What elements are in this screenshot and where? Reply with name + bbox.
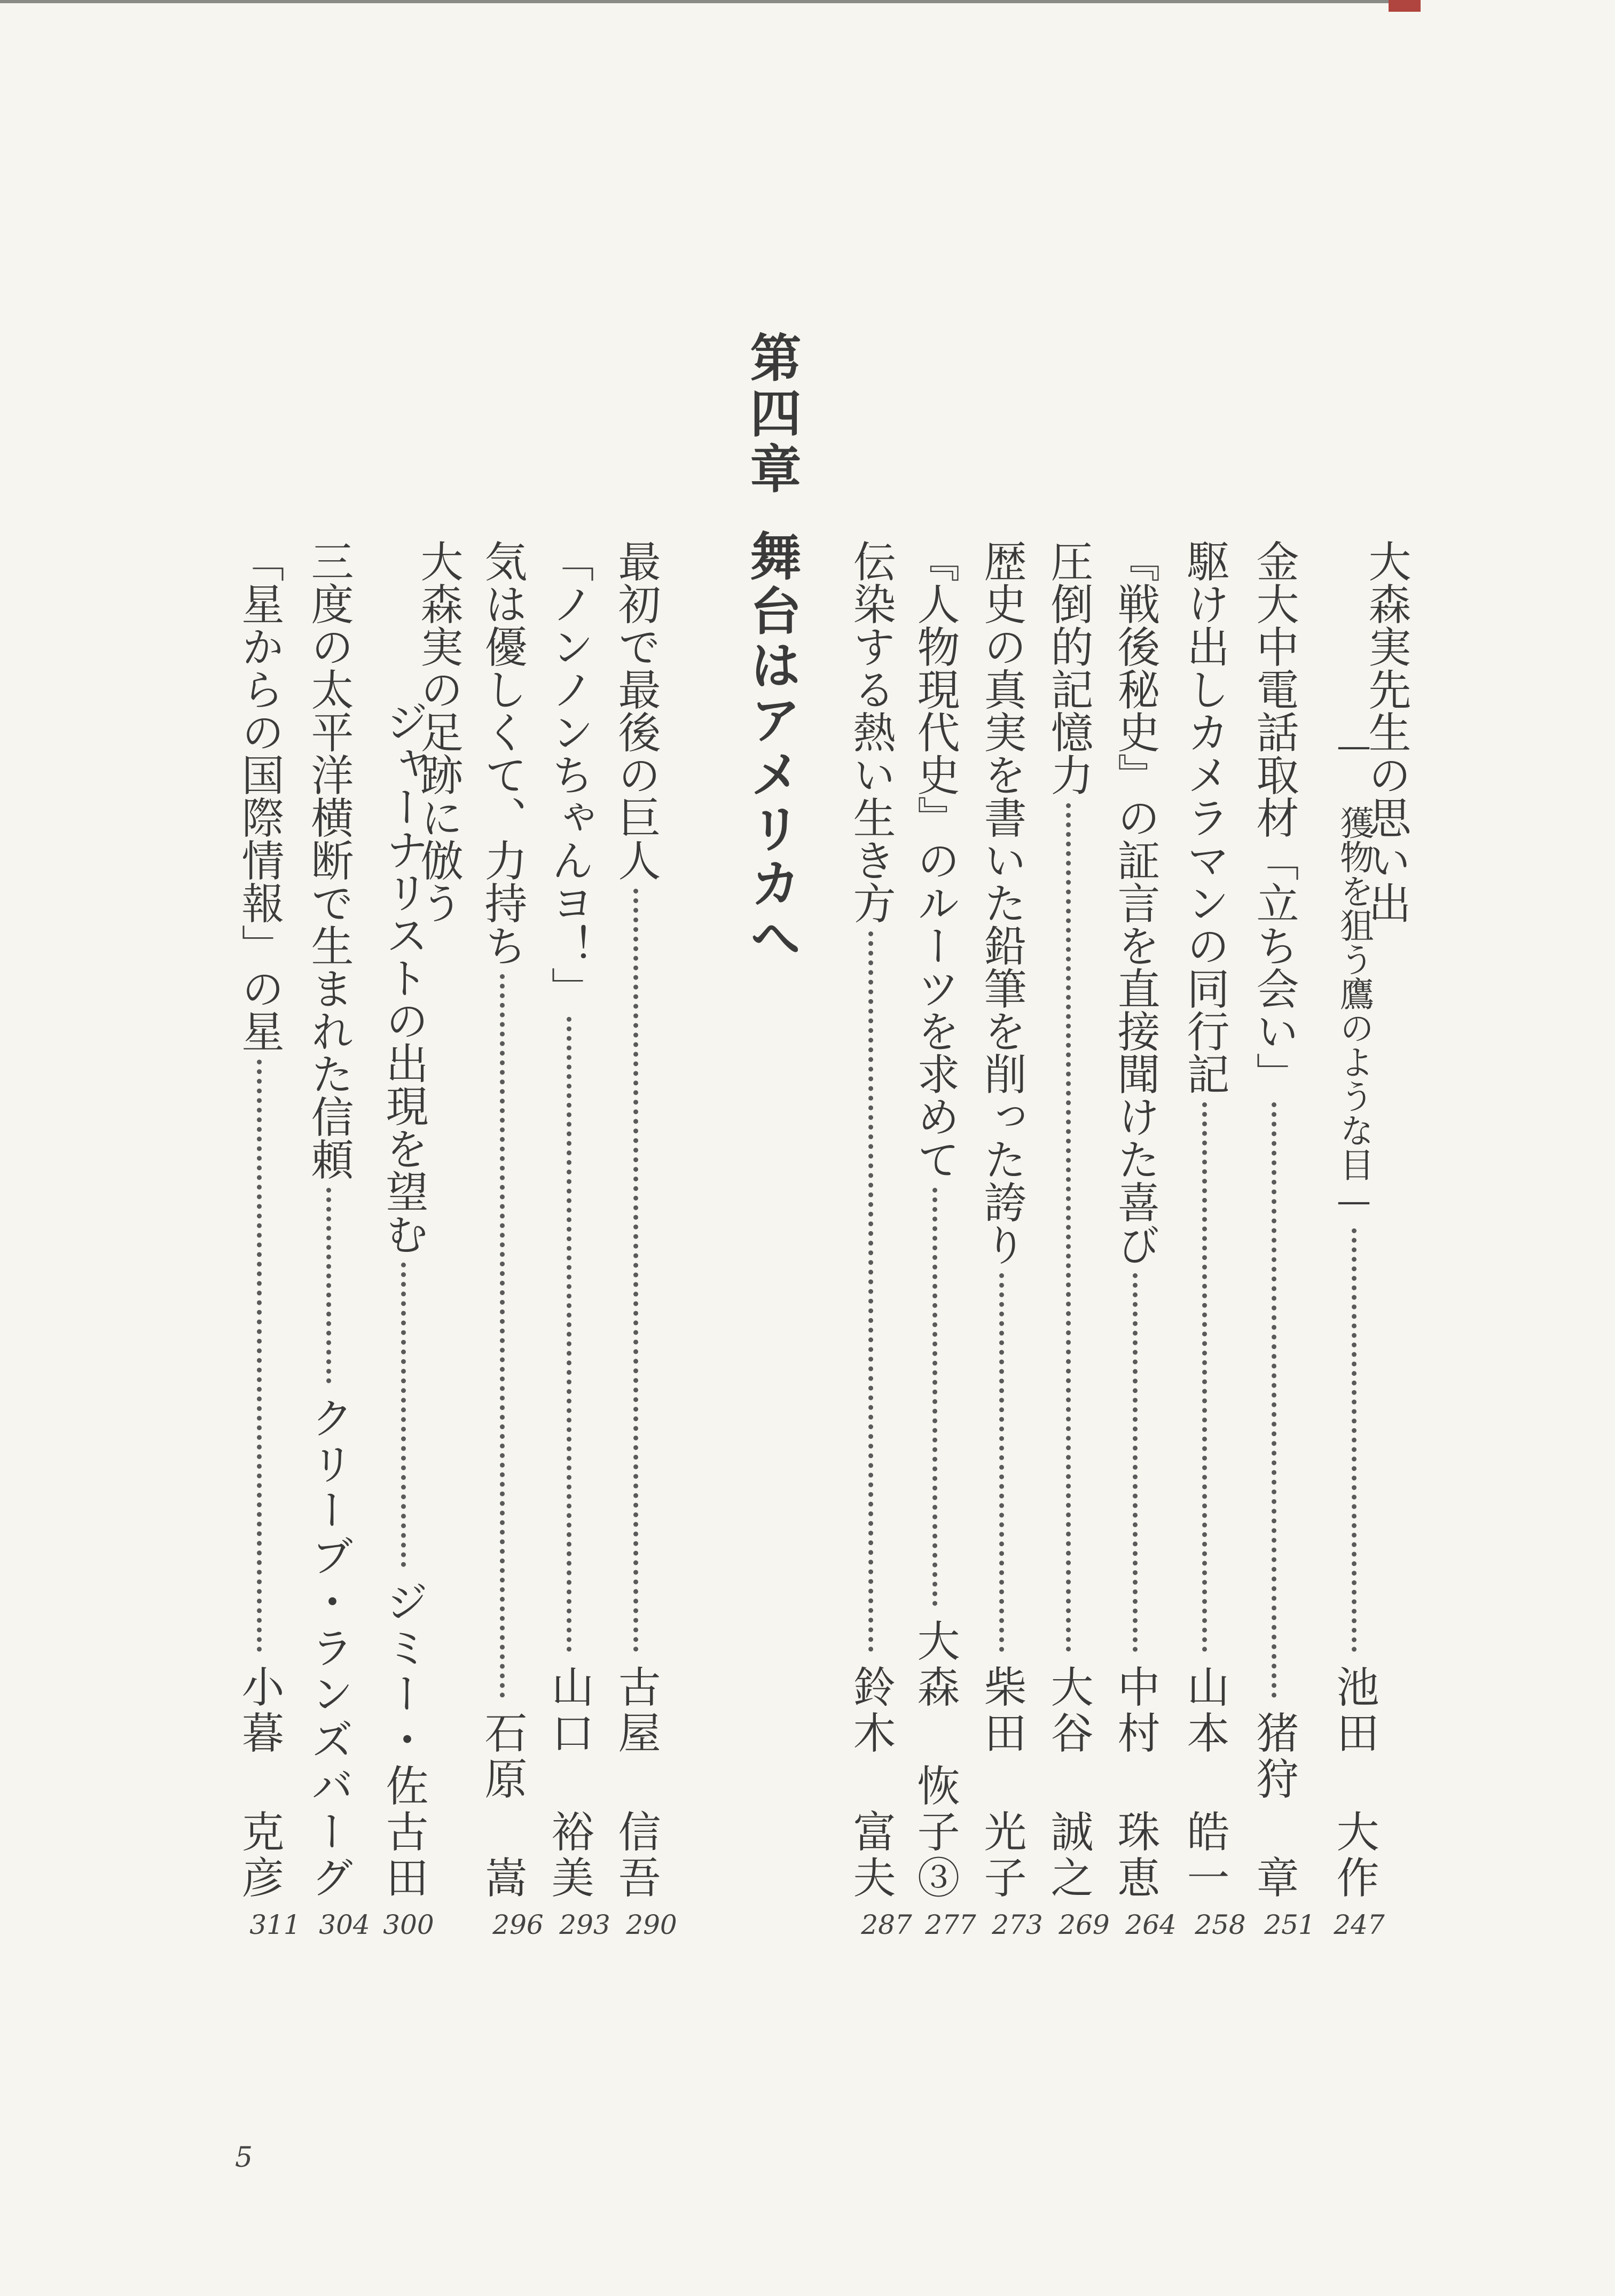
toc-entry-page: 269: [1059, 1909, 1110, 1940]
toc-entry-page: 264: [1125, 1909, 1177, 1940]
leader-dots: [633, 889, 638, 1652]
toc-entry-title: 金大中電話取材「立ち会い」: [1249, 539, 1299, 1095]
toc-entry-page: 296: [492, 1909, 544, 1940]
chapter-heading: [737, 331, 806, 966]
toc-entry-page: 300: [383, 1909, 434, 1940]
toc-entry-author: 石原 嵩: [477, 1711, 527, 1901]
leader-dots: [868, 931, 873, 1652]
toc-entry[interactable]: [841, 539, 900, 1901]
toc-entry-page: 251: [1264, 1909, 1315, 1940]
toc-entry-author: 山口 裕美: [544, 1665, 594, 1901]
toc-entry-author: 猪狩 章: [1249, 1711, 1299, 1901]
toc-entry[interactable]: [230, 539, 288, 1901]
leader-dots: [932, 1188, 937, 1606]
toc-entry[interactable]: [1244, 539, 1303, 1901]
toc-entry-title: 『人物現代史』のルーツを求めて: [910, 539, 960, 1180]
leader-dots: [1066, 803, 1071, 1652]
leader-dots: [500, 974, 505, 1698]
toc-entry-title: 伝染する熱い生き方: [846, 539, 896, 924]
leader-dots: [326, 1188, 331, 1383]
leader-dots: [401, 1263, 406, 1567]
toc-entry-author: 古屋 信吾: [611, 1665, 661, 1901]
toc-entry-title: 「星からの国際情報」の星: [234, 539, 284, 1052]
toc-entry-page: 311: [249, 1909, 301, 1940]
toc-entry-page: 273: [992, 1909, 1043, 1940]
toc-entry-title: 気は優しくて、力持ち: [477, 539, 527, 967]
toc-entry-page: 258: [1195, 1909, 1246, 1940]
toc-entry-title: 最初で最後の巨人: [611, 539, 661, 881]
toc-entry-title: 三度の太平洋横断で生まれた信頼: [304, 539, 354, 1180]
toc-entry-title: 「ノンノンちゃんヨ！」: [544, 539, 594, 1009]
toc-entry-page: 287: [861, 1909, 912, 1940]
leader-dots: [1272, 1102, 1276, 1698]
toc-entry[interactable]: [1106, 539, 1164, 1901]
toc-entry-title: 圧倒的記憶力: [1044, 539, 1093, 796]
toc-entry-page: 293: [559, 1909, 610, 1940]
leader-dots: [1133, 1273, 1138, 1652]
chapter-title: 舞台はアメリカへ: [742, 530, 802, 966]
toc-entry[interactable]: [905, 539, 964, 1901]
toc-entry-author: 大森 恢子③: [910, 1619, 960, 1901]
toc-entry-subtitle: — 獲物を狙う鷹のような目—: [1334, 726, 1374, 1221]
toc-entry-author: クリーブ・ランズバーグ: [304, 1396, 354, 1901]
toc-entry-page: 277: [925, 1909, 976, 1940]
toc-entry[interactable]: [606, 539, 665, 1901]
leader-dots: [1202, 1102, 1207, 1652]
toc-entry-author: ジミー・佐古田: [379, 1580, 428, 1901]
toc-entry-author: 小暮 克彦: [234, 1665, 284, 1901]
leader-dots: [257, 1060, 262, 1652]
leader-dots: [999, 1273, 1004, 1652]
toc-entry-author: 山本 皓一: [1180, 1665, 1229, 1901]
leader-dots: [567, 1017, 571, 1652]
toc-entry[interactable]: [299, 539, 358, 1901]
toc-entry-author: 鈴木 富夫: [846, 1665, 896, 1901]
toc-entry-author: 池田 大作: [1329, 1665, 1379, 1901]
toc-entry-continuation: [374, 700, 433, 1901]
toc-entry[interactable]: [473, 539, 531, 1901]
chapter-number: 第四章: [742, 331, 802, 498]
leader-dots: [1352, 1228, 1357, 1652]
toc-entry-title: 大森実の足跡に倣う: [413, 539, 463, 924]
toc-entry-author: 大谷 誠之: [1044, 1665, 1093, 1901]
toc-entry-page: 247: [1334, 1909, 1385, 1940]
toc-entry-title: 歴史の真実を書いた鉛筆を削った誇り: [977, 539, 1026, 1266]
toc-entry[interactable]: [1039, 539, 1097, 1901]
toc-entry-page: 304: [319, 1909, 370, 1940]
toc-entry-title: 『戦後秘史』の証言を直接聞けた喜び: [1110, 539, 1160, 1266]
toc-entry-author: 中村 珠恵: [1110, 1665, 1160, 1901]
toc-entry-page: 290: [626, 1909, 677, 1940]
toc-entry-author: 柴田 光子: [977, 1665, 1026, 1901]
toc-entry-title: 駆け出しカメラマンの同行記: [1180, 539, 1229, 1095]
toc-entry[interactable]: [539, 539, 598, 1901]
toc-entry[interactable]: [1175, 539, 1234, 1901]
page-folio: 5: [235, 2142, 253, 2174]
toc-entry-continuation: [1324, 726, 1383, 1901]
toc-entry[interactable]: [972, 539, 1031, 1901]
toc-entry-title: 大森実先生の思い出: [1361, 539, 1411, 924]
toc-entry-subtitle: ジャーナリストの出現を望む: [379, 700, 428, 1255]
